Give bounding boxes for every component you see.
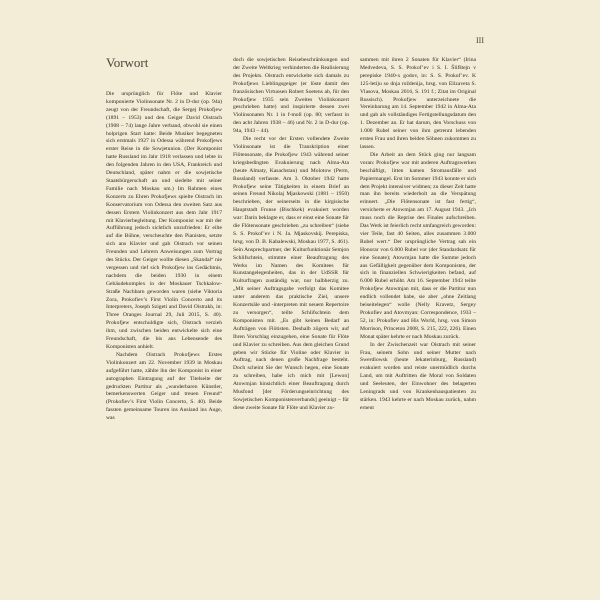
text-column-3	[360, 57, 476, 413]
paragraph: In der Zwischenzeit war Oistrach mit seiner Frau, seinem Sohn und seiner Mutter nach Swerdlowsk (heute Jekaterinburg, Russland) evakuiert worden und reiste unermüdlich durchs Land, um mit Auftritten die Moral von Soldaten und Seeleuten, der Einwohner des belagerten Leningrads und von Krankenhauspatienten zu stärken. 1943 kehrte er nach Moskau zurück, nahm erneut	[360, 341, 476, 411]
paragraph: sammen mit ihren 2 Sonaten für Klavier“ (Irina Medvedeva, S. S. Prokof’ev i S. I. Šlifštejn v perepiske 1940-x godov, in: S. S. Prokof’ev. K 125-letiju so dnja roždenija, hrsg. von Elizaveta S. Vlasova, Moskau 2016, S. 191 f.; Zitat im Original Russisch). Prokofjew unterzeichnete die Vereinbarung am 14. September 1942 in Alma-Ata und gab als vollständiges Fertigstellungsdatum den 1. Dezember an. Er hat darum, den Vorschuss von 1.000 Rubel seiner von ihm getrennt lebenden ersten Frau und ihren beiden Söhnen zukommen zu lassen.	[360, 57, 476, 150]
paragraph: Die ursprünglich für Flöte und Klavier komponierte Violinsonate Nr. 2 in D-dur (op. 94a) zeugt von der Freundschaft, die Sergej Prokofjew (1891 – 1953) und den Geiger David Oistrach (1908 – 74) lange Jahre verband, obwohl sie einen holprigen Start hatte: Beide Musiker begegneten sich erstmals 1927 in Odessa während Prokofjews erster Reise in die Sowjetunion. (Der Komponist hatte Russland im Jahr 1918 verlassen und lebte in den folgenden Jahren in den USA, Frankreich und Deutschland, später nahm er die sowjetische Staatsbürgerschaft an und siedelte mit seiner Familie nach Moskau um.) Im Rahmen eines Konzerts zu Ehren Prokofjews spielte Oistrach im Konservatorium von Odessa den zweiten Satz aus dessen Erstem Violinkonzert aus dem Jahr 1917 mit Klavierbegleitung. Der Komponist war mit der Aufführung jedoch sichtlich unzufrieden: Er eilte auf die Bühne, verscheuchte den Pianisten, setzte sich ans Klavier und gab Oistrach vor seinen Freunden und Lehrern Anweisungen zum Vortrag des Stücks. Der Geiger wollte diesen „Skandal“ nie vergessen und rief sich Prokofjew ins Gedächtnis, nachdem die beiden 1930 in einem Gebäudekomplex in der Moskauer Tschkalow-Straße Nachbarn geworden waren (siehe Viktoria Zora, Prokofiev’s First Violin Concerto and its Interpreters, Joseph Szigeti and David Oistrakh, in: Three Oranges Journal 29, Juli 2015, S. 40). Prokofjew entschuldigte sich, Oistrach verzieh ihm, und zwischen beiden entwickelte sich eine Freundschaft, die bis ans Lebensende des Komponisten anhielt.	[106, 91, 222, 350]
page-heading: Vorwort	[106, 55, 149, 70]
paragraph: doch die sowjetischen Reisebeschränkungen und der Zweite Weltkrieg verhinderten die Realisierung des Projekts. Oistrach entwickelte sich damals zu Prokofjews Lieblingsgeiger (er löste damit den französischen Virtuosen Robert Soetens ab, für den Prokofjew 1935 sein Zweites Violinkonzert geschrieben hatte) und inspirierte dessen zwei Violinsonaten Nr. 1 in f-moll (op. 80; verfasst in den acht Jahren 1938 – 46) und Nr. 2 in D-dur (op. 94a, 1943 – 44).	[233, 57, 349, 135]
paragraph: Nachdem Oistrach Prokofjews Erstes Violinkonzert am 22. November 1939 in Moskau aufgeführt hatte, zählte ihn der Komponist in einer autographen Eintragung auf der Titelseite der gedruckten Partitur als „wunderbaren Künstler, bemerkenswerten Geiger und treuen Freund“ (Prokofiev’s First Violin Concerto, S. 40). Beide fassten gemeinsame Touren ins Ausland ins Auge, was	[106, 351, 222, 422]
paragraph: Die recht vor der Ersten vollendete Zweite Violinsonate ist die Transkription einer Flötensonate, die Prokofjew 1943 während seiner kriegsbedingten Evakuierung nach Alma-Ata (heute Almaty, Kasachstan) und Molotow (Perm, Russland) verfasste. Am 3. Oktober 1942 hatte Prokofjew seine Tätigkeiten in einem Brief an seinen Freund Nikolaj Mjaskowski (1881 – 1950) beschrieben, der seinerseits in die kirgisische Hauptstadt Frunse (Bischkek) evakuiert worden war: Darin beklagte er, dass er einst eine Sonate für die Flötensonate geschrieben „zu schreiben“ (siehe S. S. Prokof’ev i N. Ja. Mjaskovskij. Perepiska, hrsg. von D. B. Kabalewski, Moskau 1977, S. 461). Sein Ansprechpartner, der Kulturfunktionär Semjon Schlifschtein, stimmte einer Beauftragung des Werks im Namen des Komitees für Kunstangelegenheiten, das in der UdSSR für Kulturfragen zuständig war, nur halbherzig zu. „Mit seiner Auftragsgabe verfolgt das Komitee unter anderem das praktische Ziel, unsere Konzertsäle und -interpreten mit neuem Repertoire zu versorgen“, teilte Schlifschtein dem Komponisten mit. „Es gibt keinen Bedarf an Aufträgen von Flötisten. Deshalb zögern wir, auf Ihren Vorschlag einzugehen, eine Sonate für Flöte und Klavier zu schreiben. Aus dem gleichen Grund geben wir Stücke für Violine oder Klavier in Auftrag, nach denen große Nachfrage besteht. Doch scheint Sie der Wunsch hegen, eine Sonate zu schreiben, habe ich mich mit [Lewon] Atowmjan hinsichtlich einer Beauftragung durch Musfond [der Förderungseinrichtung des Sowjetischen Komponistenverbands] geeinigt – für diese zweite Sonate für Flöte und Klavier zu-	[233, 136, 349, 411]
text-column-2	[233, 57, 349, 413]
text-column-1	[106, 91, 222, 423]
paragraph: Die Arbeit an dem Stück ging nur langsam voran: Prokofjew war mit anderen Auftragswerken beschäftigt, litten kamen Stromausfälle und Papiermangel. Erst im Sommer 1943 konnte er sich dem Projekt intensiver widmen; zu dieser Zeit hatte man ihn bereits wiederholt an die Verspätung erinnert. „Die Flötensonate ist fast fertig“, versicherte er Atowmjan am 17. August 1943. „Ich muss noch die Reprise des Finales aufschreiben. Das Werk ist feierlich recht umfangreich geworden: vier Teile, fast 40 Seiten, alles zusammen 3.000 Rubel wert.“ Der ursprüngliche Vertrag sah ein Honorar von 6.000 Rubel vor (der Standardsatz für eine Sonate); Atowmjan hatte die Summe jedoch aus Gefälligkeit gegenüber dem Komponisten, der sich in finanziellen Schwierigkeiten befand, auf 6.000 Rubel erhöht. Am 16. September 1943 teilte Prokofjew Atowmjan mit, dass er die Partitur nun endlich vollendet habe, sie aber „ohne Zeitlang beiseitelegen“ wolle (Nelly Kravetz, Sergey Prokofiev and Atovmyan: Correspondence, 1933 – 52, in: Prokofiev and His World, hrsg. von Simon Morrison, Princeton 2008, S. 215, 222, 226). Einen Monat später kehrte er nach Moskau zurück.	[360, 151, 476, 340]
page-number: III	[476, 36, 484, 45]
